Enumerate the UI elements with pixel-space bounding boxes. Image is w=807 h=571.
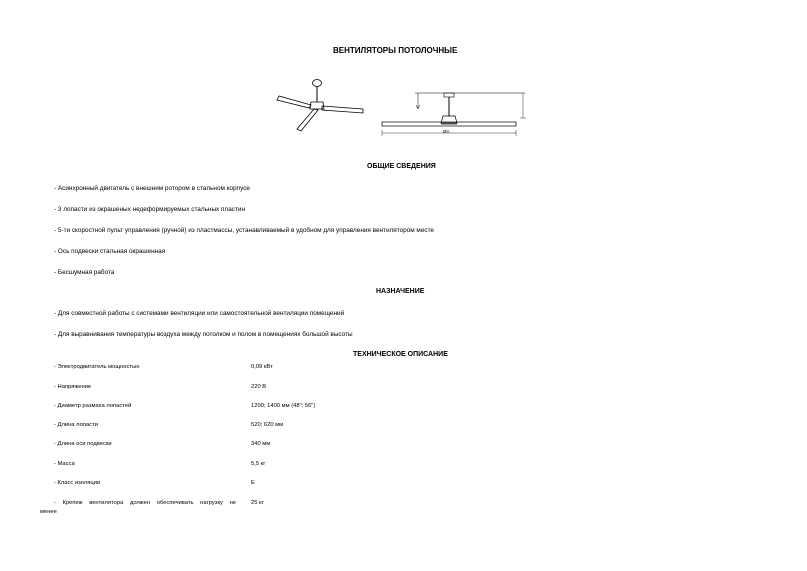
spec-label: - Электродвигатель мощностью [54, 364, 140, 370]
spec-value: 220 В [251, 384, 267, 390]
spec-value: E [251, 480, 255, 486]
spec-value: 25 кг [251, 500, 264, 506]
dimension-label: ØA [443, 129, 450, 134]
spec-label: - Крепеж вентилятора должен обеспечивать нагрузку не [54, 500, 236, 506]
spec-label: - Напряжение [54, 384, 92, 390]
purpose-heading: НАЗНАЧЕНИЕ [376, 288, 425, 295]
specs-heading: ТЕХНИЧЕСКОЕ ОПИСАНИЕ [353, 351, 448, 358]
spec-value: 520; 620 мм [251, 422, 284, 428]
fan-dimension-drawing [380, 88, 530, 143]
spec-label: - Длина оси подвески [54, 441, 112, 447]
spec-label: - Класс изоляции [54, 480, 101, 486]
page-title: ВЕНТИЛЯТОРЫ ПОТОЛОЧНЫЕ [333, 46, 458, 55]
spec-label: - Масса [54, 461, 75, 467]
spec-value: 340 мм [251, 441, 271, 447]
spec-label: - Диаметр размаха лопастей [54, 403, 132, 409]
spec-value: 5,5 кг [251, 461, 266, 467]
general-heading: ОБЩИЕ СВЕДЕНИЯ [367, 163, 436, 170]
spec-value: 1200; 1400 мм (48"; 56") [251, 403, 316, 409]
purpose-item: - Для выравнивания температуры воздуха между потолком и полом в помещениях большой высоты [54, 331, 353, 338]
spec-label: - Длина лопасти [54, 422, 98, 428]
spec-label-continued: менее [40, 509, 57, 515]
general-item: - Асинхронный двигатель с внешним ротором в стальном корпусе [54, 185, 250, 192]
general-item: - Бесшумная работа [54, 269, 115, 276]
general-item: - 3 лопасти из окрашеных недеформируемых стальных пластин [54, 206, 245, 213]
fan-perspective-drawing [275, 78, 365, 138]
general-item: - 5-ти скоростной пульт управления (ручной) из пластмассы, устанавливаемый в удобном для управления вентилятором месте [54, 227, 434, 234]
general-item: - Ось подвески стальная окрашенная [54, 248, 166, 255]
spec-value: 0,09 кВт [251, 364, 273, 370]
purpose-item: - Для совместной работы с системами вентиляции или самостоятельной вентиляции помещений [54, 310, 345, 317]
